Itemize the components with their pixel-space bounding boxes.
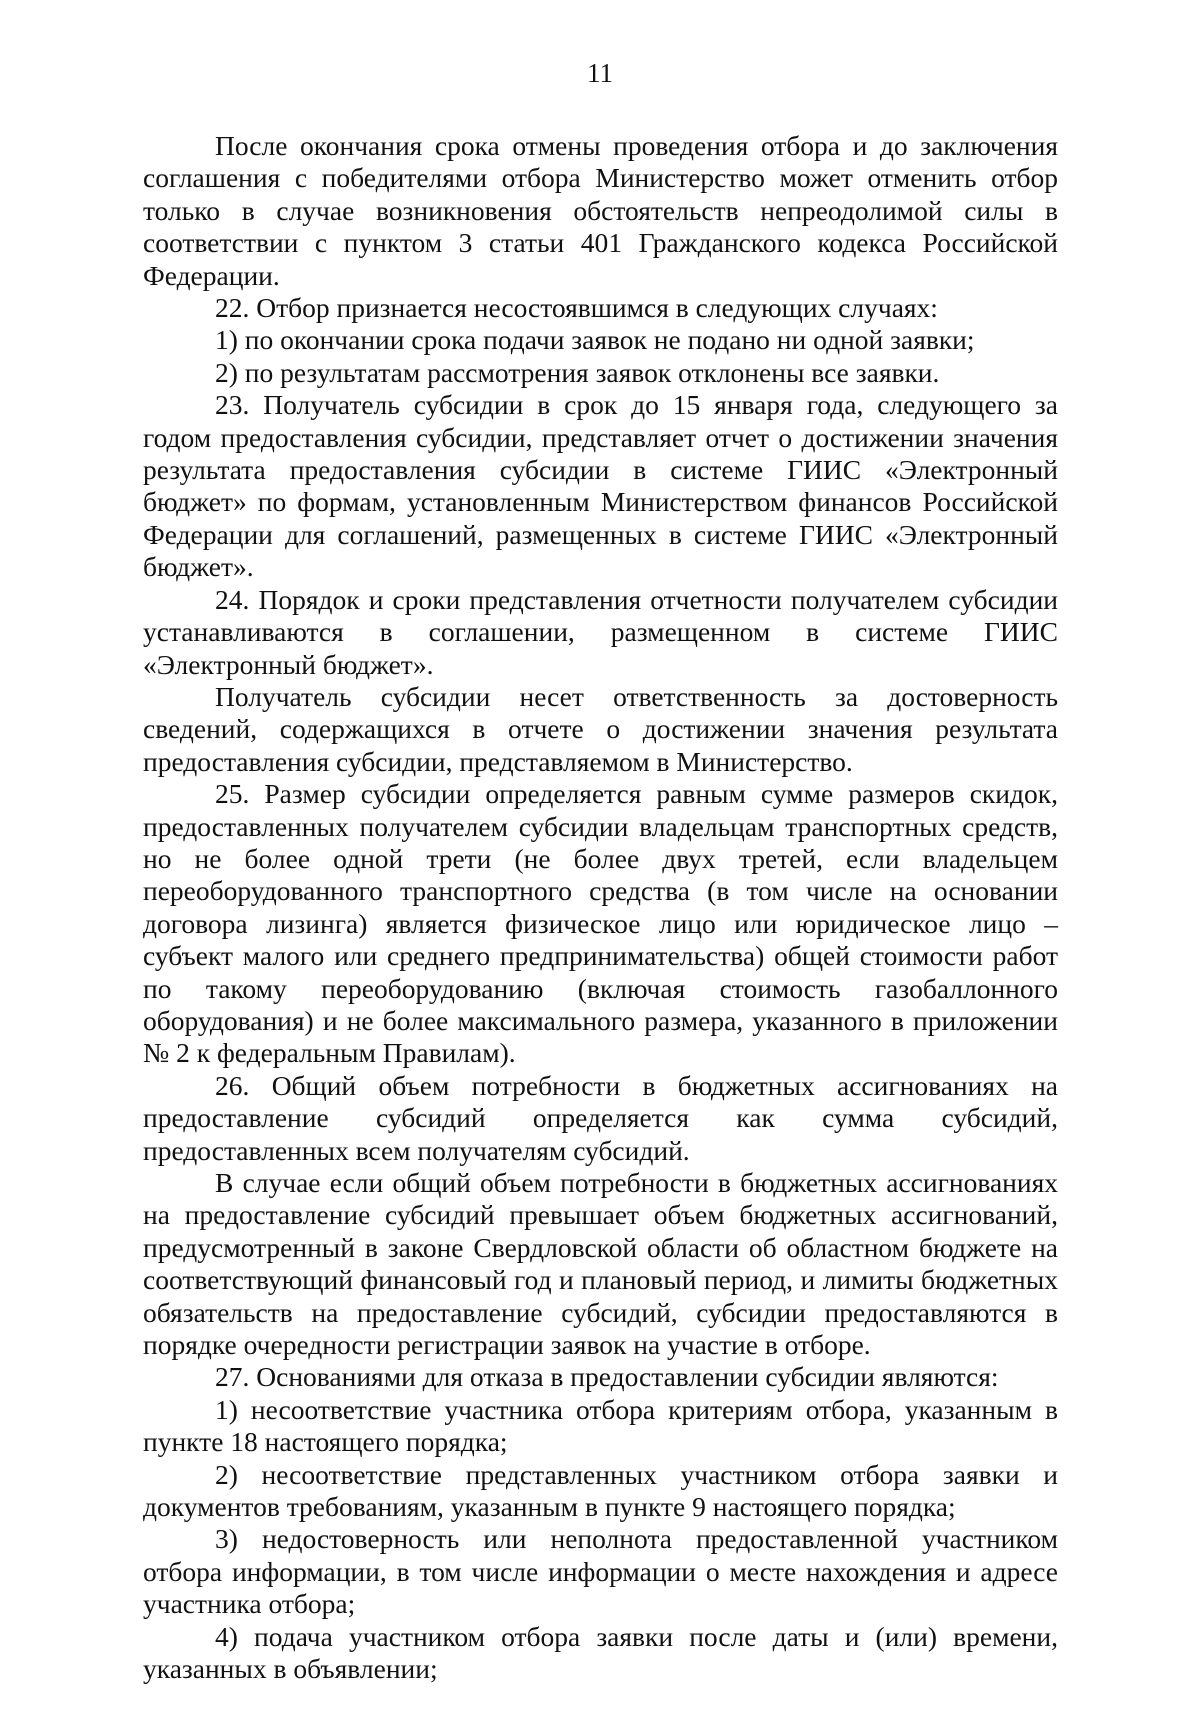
paragraph-22-item-1: 1) по окончании срока подачи заявок не подано ни одной заявки; bbox=[215, 324, 975, 356]
paragraph-24-responsibility: Получатель субсидии несет ответственность за достоверность сведений, содержащихся в отчете о достижении значения результата предоставления субсидии, представляемом в Министерство. bbox=[143, 680, 1058, 777]
paragraph-26: 26. Общий объем потребности в бюджетных ассигнованиях на предоставление субсидий определяется как сумма субсидий, предоставленных всем получателям субсидий. bbox=[143, 1069, 1058, 1166]
paragraph-23: 23. Получатель субсидии в срок до 15 января года, следующего за годом предоставления субсидии, представляет отчет о достижении значения результата предоставления субсидии в системе ГИИС «Электронный бюджет» по формам, установленным Министерством финансов Российской Федерации для соглашений, размещенных в системе ГИИС «Электронный бюджет». bbox=[143, 389, 1058, 583]
page-number: 11 bbox=[587, 58, 613, 88]
paragraph-27-item-3: 3) недостоверность или неполнота предоставленной участником отбора информации, в том числе информации о месте нахождения и адресе участника отбора; bbox=[143, 1523, 1058, 1620]
paragraph-24: 24. Порядок и сроки представления отчетности получателем субсидии устанавливаются в соглашении, размещенном в системе ГИИС «Электронный бюджет». bbox=[143, 583, 1058, 680]
paragraph-27-item-4: 4) подача участником отбора заявки после даты и (или) времени, указанных в объявлении; bbox=[143, 1620, 1058, 1685]
paragraph-22: 22. Отбор признается несостоявшимся в следующих случаях: bbox=[215, 292, 938, 324]
paragraph-22-item-2: 2) по результатам рассмотрения заявок отклонены все заявки. bbox=[215, 356, 940, 388]
document-body bbox=[143, 130, 1058, 1686]
paragraph-27: 27. Основаниями для отказа в предоставлении субсидии являются: bbox=[215, 1361, 999, 1393]
paragraph-27-item-2: 2) несоответствие представленных участником отбора заявки и документов требованиям, указанным в пункте 9 настоящего порядка; bbox=[143, 1458, 1058, 1523]
paragraph-25: 25. Размер субсидии определяется равным сумме размеров скидок, предоставленных получателем субсидии владельцам транспортных средств, но не более одной трети (не более двух третей, если владельцем переоборудованного транспортного средства (в том числе на основании договора лизинга) является физическое лицо или юридическое лицо – субъект малого или среднего предпринимательства) общей стоимости работ по такому переоборудованию (включая стоимость газобаллонного оборудования) и не более максимального размера, указанного в приложении № 2 к федеральным Правилам). bbox=[143, 778, 1058, 1069]
paragraph-27-item-1: 1) несоответствие участника отбора критериям отбора, указанным в пункте 18 настоящего порядка; bbox=[143, 1393, 1058, 1458]
paragraph-26-excess: В случае если общий объем потребности в бюджетных ассигнованиях на предоставление субсидий превышает объем бюджетных ассигнований, предусмотренный в законе Свердловской области об областном бюджете на соответствующий финансовый год и плановый период, и лимиты бюджетных обязательств на предоставление субсидий, субсидии предоставляются в порядке очередности регистрации заявок на участие в отборе. bbox=[143, 1167, 1058, 1361]
paragraph-cancellation: После окончания срока отмены проведения отбора и до заключения соглашения с победителями отбора Министерство может отменить отбор только в случае возникновения обстоятельств непреодолимой силы в соответствии с пунктом 3 статьи 401 Гражданского кодекса Российской Федерации. bbox=[143, 130, 1058, 291]
